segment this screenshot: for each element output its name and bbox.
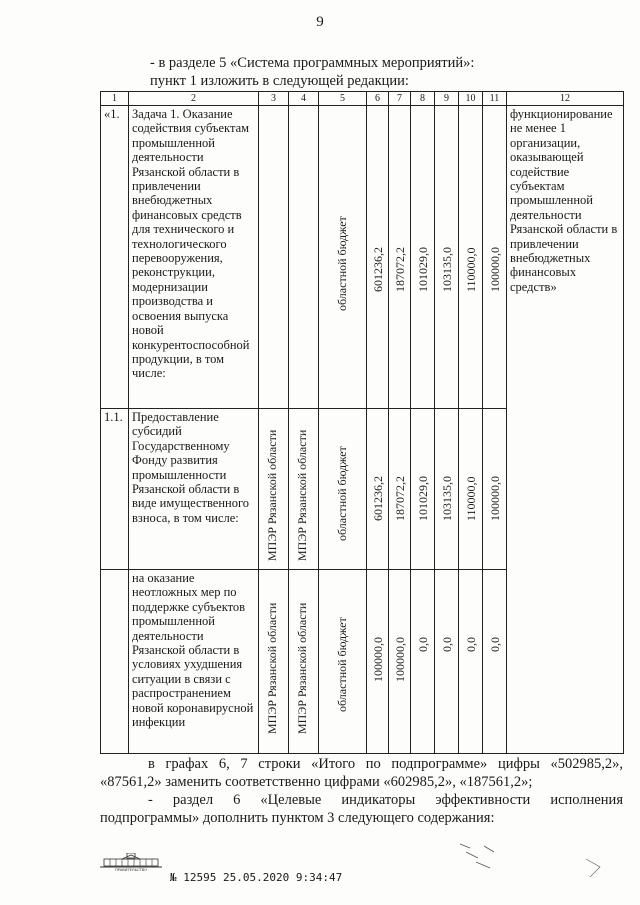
- value-cell: 103135,0: [435, 106, 459, 409]
- amendment-paragraph-1: в графах 6, 7 строки «Итого по подпрограмме» цифры «502985,2», «87561,2» заменить соответственно цифрами «602985,2», «187561,2»;: [100, 756, 623, 790]
- header-cell: 11: [483, 92, 507, 106]
- value-cell: 100000,0: [367, 570, 389, 754]
- header-cell: 6: [367, 92, 389, 106]
- value-cell: 0,0: [411, 570, 435, 754]
- value-cell: 187072,2: [389, 409, 411, 570]
- value-cell: 601236,2: [367, 409, 389, 570]
- amendment-paragraph-2: - раздел 6 «Целевые индикаторы эффективности исполнения подпрограммы» дополнить пунктом 3 следующего содержания:: [100, 792, 623, 826]
- header-cell: 7: [389, 92, 411, 106]
- task-cell: на оказание неотложных мер по поддержке субъектов промышленной деятельности Рязанской области в условиях ухудшения ситуации в связи с распространением новой коронавирусной инфекции: [129, 570, 259, 754]
- value-cell: 100000,0: [483, 409, 507, 570]
- header-cell: 4: [289, 92, 319, 106]
- recipient-cell: [289, 106, 319, 409]
- recipient-cell: МПЭР Рязанской области: [289, 409, 319, 570]
- table-row: [101, 106, 624, 409]
- value-cell: 100000,0: [483, 106, 507, 409]
- row-number: «1.: [101, 106, 129, 409]
- intro-text: [150, 54, 620, 90]
- value-cell: 101029,0: [411, 106, 435, 409]
- header-cell: 2: [129, 92, 259, 106]
- value-cell: 601236,2: [367, 106, 389, 409]
- logo-caption: ПРАВИТЕЛЬСТВО: [114, 867, 148, 871]
- recipient-cell: МПЭР Рязанской области: [289, 570, 319, 754]
- row-number: [101, 570, 129, 754]
- intro-line-1: - в разделе 5 «Система программных мероприятий»:: [150, 55, 475, 71]
- page-number: 9: [316, 14, 324, 30]
- corner-mark-icon: [580, 855, 610, 885]
- table-header-row: [101, 92, 624, 106]
- header-cell: 3: [259, 92, 289, 106]
- intro-line-2: пункт 1 изложить в следующей редакции:: [150, 73, 409, 89]
- indicator-cell: функционирование не менее 1 организации, оказывающей содействие субъектам промышленной деятельности Рязанской области в привлечении внебюджетных финансовых средств»: [507, 106, 624, 754]
- amendment-text: [100, 755, 623, 827]
- value-cell: 110000,0: [459, 409, 483, 570]
- value-cell: 0,0: [483, 570, 507, 754]
- executor-cell: МПЭР Рязанской области: [259, 409, 289, 570]
- task-cell: Предоставление субсидий Государственному Фонду развития промышленности Рязанской области в виде имущественного взноса, в том числе:: [129, 409, 259, 570]
- value-cell: 0,0: [459, 570, 483, 754]
- source-cell: областной бюджет: [319, 409, 367, 570]
- program-measures-table: [100, 91, 624, 754]
- executor-cell: МПЭР Рязанской области: [259, 570, 289, 754]
- header-cell: 1: [101, 92, 129, 106]
- government-building-icon: [100, 853, 162, 871]
- value-cell: 187072,2: [389, 106, 411, 409]
- header-cell: 8: [411, 92, 435, 106]
- header-cell: 9: [435, 92, 459, 106]
- registration-stamp: № 12595 25.05.2020 9:34:47: [170, 871, 343, 884]
- value-cell: 103135,0: [435, 409, 459, 570]
- row-number: 1.1.: [101, 409, 129, 570]
- government-logo: [100, 853, 162, 876]
- pen-mark-icon: [456, 838, 506, 878]
- value-cell: 110000,0: [459, 106, 483, 409]
- source-cell: областной бюджет: [319, 106, 367, 409]
- header-cell: 10: [459, 92, 483, 106]
- executor-cell: [259, 106, 289, 409]
- source-cell: областной бюджет: [319, 570, 367, 754]
- value-cell: 0,0: [435, 570, 459, 754]
- header-cell: 5: [319, 92, 367, 106]
- value-cell: 100000,0: [389, 570, 411, 754]
- header-cell: 12: [507, 92, 624, 106]
- value-cell: 101029,0: [411, 409, 435, 570]
- task-cell: Задача 1. Оказание содействия субъектам промышленной деятельности Рязанской области в привлечении внебюджетных финансовых средств для технического и технологического перевооружения, реконструкции, модернизации производства и освоения выпуска новой конкурентоспособной продукции, в том числе:: [129, 106, 259, 409]
